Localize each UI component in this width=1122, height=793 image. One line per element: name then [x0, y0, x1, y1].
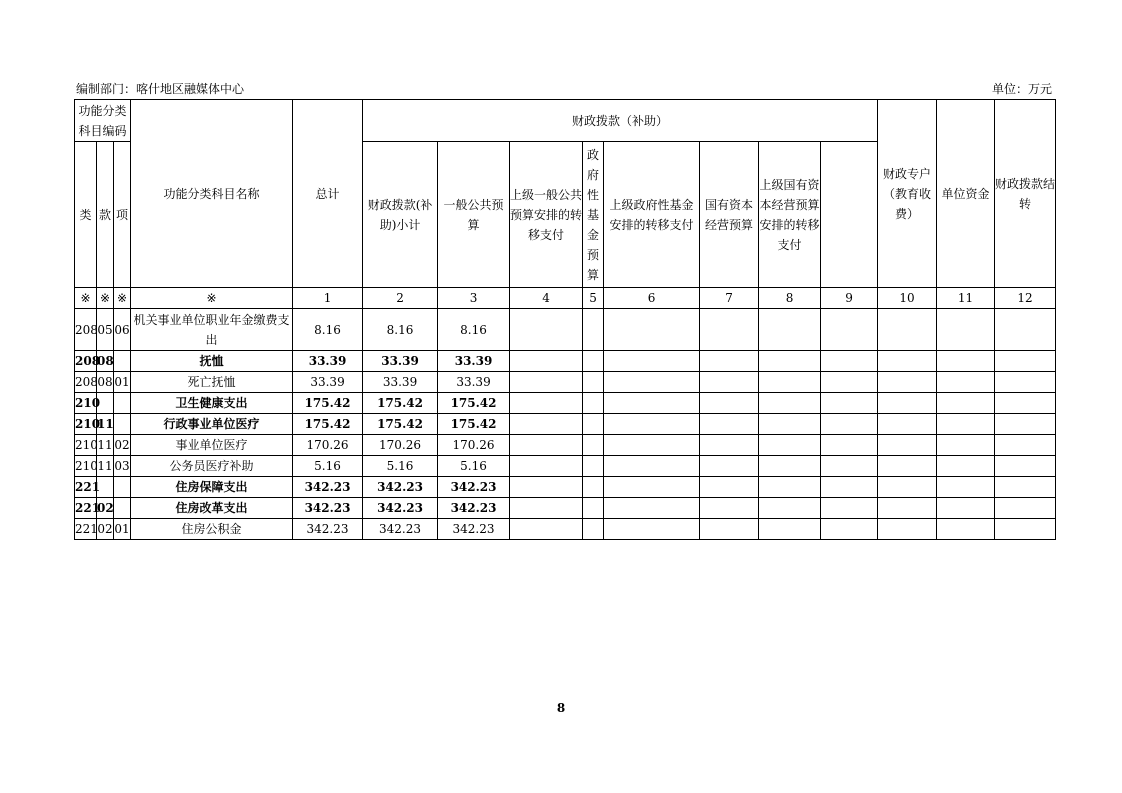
- total-value: 5.16: [293, 456, 363, 477]
- kuan-code: 02: [97, 498, 114, 519]
- index-num: 3: [438, 288, 510, 309]
- class-code: 208: [75, 351, 97, 372]
- class-code: 210: [75, 393, 97, 414]
- total-value: 170.26: [293, 435, 363, 456]
- upper-state-capital-transfer-header: 上级国有资本经营预算安排的转移支付: [759, 142, 821, 288]
- index-num: 10: [878, 288, 937, 309]
- kuan-code: 11: [97, 456, 114, 477]
- index-num: 2: [363, 288, 438, 309]
- item-name: 抚恤: [131, 351, 293, 372]
- index-num: 5: [583, 288, 604, 309]
- table-row: [75, 477, 1056, 498]
- item-name: 事业单位医疗: [131, 435, 293, 456]
- item-name: 机关事业单位职业年金缴费支出: [131, 309, 293, 351]
- class-code: 208: [75, 309, 97, 351]
- subtotal-value: 342.23: [363, 498, 438, 519]
- table-row: [75, 498, 1056, 519]
- fiscal-group-header: 财政拨款（补助）: [363, 100, 878, 142]
- index-mark: ※: [97, 288, 114, 309]
- item-name: 死亡抚恤: [131, 372, 293, 393]
- kuan-code: 02: [97, 519, 114, 540]
- gov-fund-header: 政府性基金预算: [583, 142, 604, 288]
- kuan-code: 05: [97, 309, 114, 351]
- table-row: [75, 351, 1056, 372]
- item-name: 公务员医疗补助: [131, 456, 293, 477]
- item-name: 行政事业单位医疗: [131, 414, 293, 435]
- general-value: 5.16: [438, 456, 510, 477]
- code-group-header: 功能分类科目编码: [75, 100, 131, 142]
- total-value: 175.42: [293, 414, 363, 435]
- xiang-code: 01: [114, 372, 131, 393]
- class-code: 210: [75, 414, 97, 435]
- class-code: 210: [75, 456, 97, 477]
- table-row: [75, 435, 1056, 456]
- index-num: 8: [759, 288, 821, 309]
- upper-general-transfer-header: 上级一般公共预算安排的转移支付: [510, 142, 583, 288]
- subtotal-value: 342.23: [363, 477, 438, 498]
- kuan-code: 08: [97, 351, 114, 372]
- index-num: 4: [510, 288, 583, 309]
- subtotal-value: 33.39: [363, 351, 438, 372]
- kuan-code: 11: [97, 435, 114, 456]
- general-value: 342.23: [438, 519, 510, 540]
- unit-funds-header: 单位资金: [937, 100, 995, 288]
- class-code: 210: [75, 435, 97, 456]
- xiang-code: [114, 498, 131, 519]
- unit-label: 单位：万元: [991, 82, 1052, 96]
- index-num: 11: [937, 288, 995, 309]
- total-value: 175.42: [293, 393, 363, 414]
- carry-over-header: 财政拨款结转: [995, 100, 1056, 288]
- table-row: [75, 456, 1056, 477]
- item-name: 住房公积金: [131, 519, 293, 540]
- xiang-code: [114, 414, 131, 435]
- subtotal-value: 175.42: [363, 414, 438, 435]
- fiscal-subtotal-header: 财政拨款(补助)小计: [363, 142, 438, 288]
- table-row: [75, 309, 1056, 351]
- total-header: 总计: [293, 100, 363, 288]
- budget-table: [74, 99, 1056, 540]
- table-row: [75, 372, 1056, 393]
- class-code: 221: [75, 477, 97, 498]
- total-value: 342.23: [293, 498, 363, 519]
- kuan-code: 08: [97, 372, 114, 393]
- item-name: 住房保障支出: [131, 477, 293, 498]
- subtotal-value: 5.16: [363, 456, 438, 477]
- xiang-code: [114, 393, 131, 414]
- total-value: 342.23: [293, 477, 363, 498]
- index-mark: ※: [75, 288, 97, 309]
- state-capital-header: 国有资本经营预算: [700, 142, 759, 288]
- total-value: 342.23: [293, 519, 363, 540]
- index-row: [75, 288, 1056, 309]
- general-value: 175.42: [438, 414, 510, 435]
- xiang-code: 06: [114, 309, 131, 351]
- page-number: 8: [556, 701, 566, 715]
- class-code: 221: [75, 498, 97, 519]
- subtotal-value: 342.23: [363, 519, 438, 540]
- kuan-header: 款: [97, 142, 114, 288]
- index-num: 1: [293, 288, 363, 309]
- general-value: 342.23: [438, 477, 510, 498]
- index-num: 7: [700, 288, 759, 309]
- general-budget-header: 一般公共预算: [438, 142, 510, 288]
- subtotal-value: 33.39: [363, 372, 438, 393]
- xiang-code: 01: [114, 519, 131, 540]
- general-value: 33.39: [438, 372, 510, 393]
- item-name: 卫生健康支出: [131, 393, 293, 414]
- index-num: 6: [604, 288, 700, 309]
- kuan-code: 11: [97, 414, 114, 435]
- total-value: 33.39: [293, 351, 363, 372]
- total-value: 33.39: [293, 372, 363, 393]
- class-code: 221: [75, 519, 97, 540]
- subtotal-value: 175.42: [363, 393, 438, 414]
- subtotal-value: 8.16: [363, 309, 438, 351]
- general-value: 170.26: [438, 435, 510, 456]
- subtotal-value: 170.26: [363, 435, 438, 456]
- class-code: 208: [75, 372, 97, 393]
- xiang-code: 02: [114, 435, 131, 456]
- index-mark: ※: [131, 288, 293, 309]
- general-value: 342.23: [438, 498, 510, 519]
- general-value: 8.16: [438, 309, 510, 351]
- upper-gov-fund-transfer-header: 上级政府性基金安排的转移支付: [604, 142, 700, 288]
- table-row: [75, 393, 1056, 414]
- index-mark: ※: [114, 288, 131, 309]
- class-header: 类: [75, 142, 97, 288]
- xiang-code: 03: [114, 456, 131, 477]
- xiang-header: 项: [114, 142, 131, 288]
- table-row: [75, 519, 1056, 540]
- index-num: 12: [995, 288, 1056, 309]
- item-name: 住房改革支出: [131, 498, 293, 519]
- total-value: 8.16: [293, 309, 363, 351]
- general-value: 175.42: [438, 393, 510, 414]
- name-header: 功能分类科目名称: [131, 100, 293, 288]
- table-row: [75, 414, 1056, 435]
- department-label: 编制部门：喀什地区融媒体中心: [76, 82, 245, 96]
- xiang-code: [114, 477, 131, 498]
- special-account-header: 财政专户（教育收费）: [878, 100, 937, 288]
- general-value: 33.39: [438, 351, 510, 372]
- index-num: 9: [821, 288, 878, 309]
- xiang-code: [114, 351, 131, 372]
